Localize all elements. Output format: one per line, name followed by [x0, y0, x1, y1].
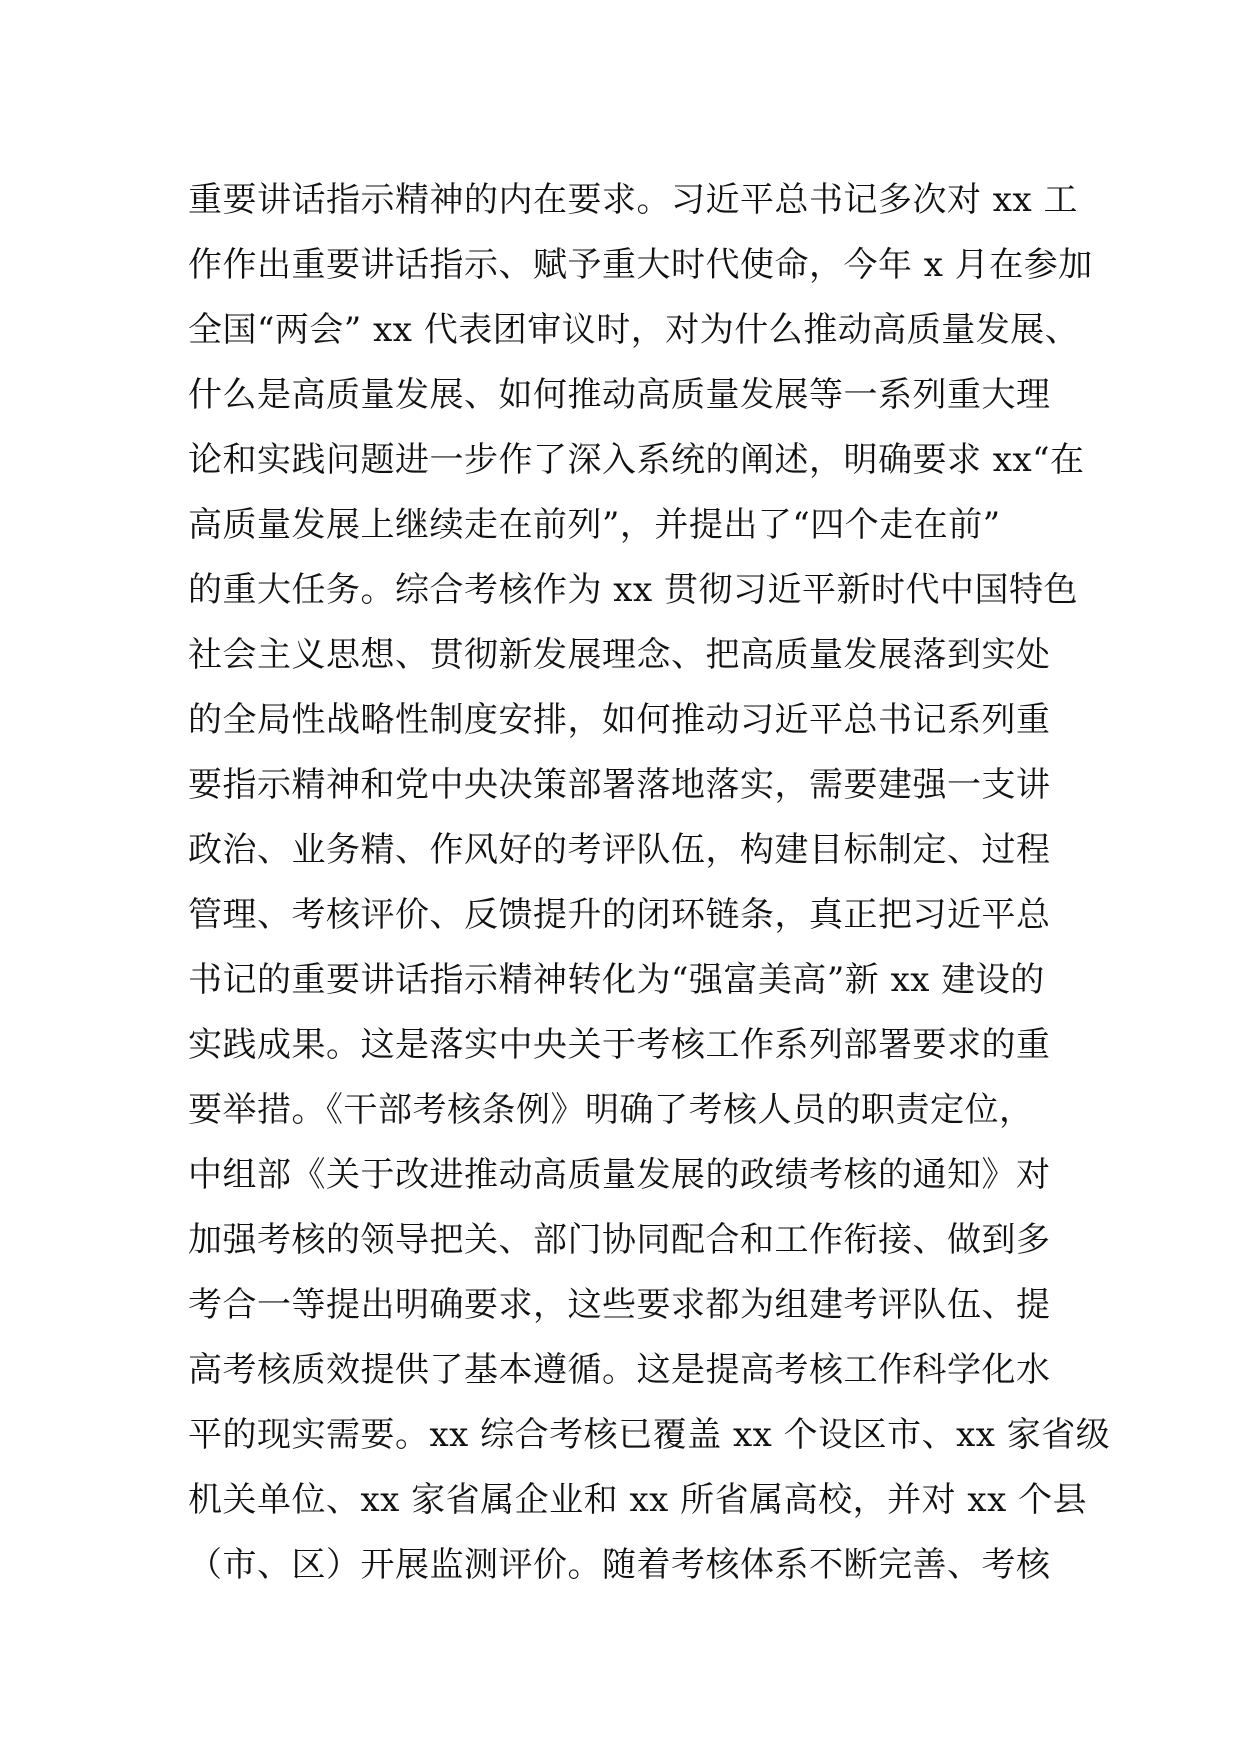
- text-line: 管理、考核评价、反馈提升的闭环链条，真正把习近平总: [188, 895, 1051, 935]
- text-line: 的全局性战略性制度安排，如何推动习近平总书记系列重: [188, 700, 1051, 740]
- text-line: 全国“两会” xx 代表团审议时，对为什么推动高质量发展、: [188, 310, 1080, 350]
- text-line: 机关单位、xx 家省属企业和 xx 所省属高校，并对 xx 个县: [188, 1480, 1088, 1520]
- text-line: 中组部《关于改进推动高质量发展的政绩考核的通知》对: [188, 1155, 1051, 1195]
- body-paragraph: [188, 168, 1111, 1598]
- text-line: 高质量发展上继续走在前列”，并提出了“四个走在前”: [188, 505, 1001, 545]
- text-line: 要举措。《干部考核条例》明确了考核人员的职责定位，: [188, 1090, 1034, 1130]
- text-line: 论和实践问题进一步作了深入系统的阐述，明确要求 xx“在: [188, 440, 1085, 480]
- text-line: 实践成果。这是落实中央关于考核工作系列部署要求的重: [188, 1025, 1051, 1065]
- text-line: 什么是高质量发展、如何推动高质量发展等一系列重大理: [188, 375, 1051, 415]
- text-line: 书记的重要讲话指示精神转化为“强富美高”新 xx 建设的: [188, 960, 1045, 1000]
- text-line: 加强考核的领导把关、部门协同配合和工作衔接、做到多: [188, 1220, 1051, 1260]
- text-line: 社会主义思想、贯彻新发展理念、把高质量发展落到实处: [188, 635, 1051, 675]
- text-line: 重要讲话指示精神的内在要求。习近平总书记多次对 xx 工: [188, 180, 1078, 220]
- text-line: （市、区）开展监测评价。随着考核体系不断完善、考核: [188, 1545, 1051, 1585]
- text-line: 考合一等提出明确要求，这些要求都为组建考评队伍、提: [188, 1285, 1051, 1325]
- text-line: 作作出重要讲话指示、赋予重大时代使命，今年 x 月在参加: [188, 245, 1093, 285]
- text-line: 的重大任务。综合考核作为 xx 贯彻习近平新时代中国特色: [188, 570, 1078, 610]
- text-line: 政治、业务精、作风好的考评队伍，构建目标制定、过程: [188, 830, 1051, 870]
- text-line: 平的现实需要。xx 综合考核已覆盖 xx 个设区市、xx 家省级: [188, 1415, 1111, 1455]
- text-line: 高考核质效提供了基本遵循。这是提高考核工作科学化水: [188, 1350, 1051, 1390]
- text-line: 要指示精神和党中央决策部署落地落实，需要建强一支讲: [188, 765, 1051, 805]
